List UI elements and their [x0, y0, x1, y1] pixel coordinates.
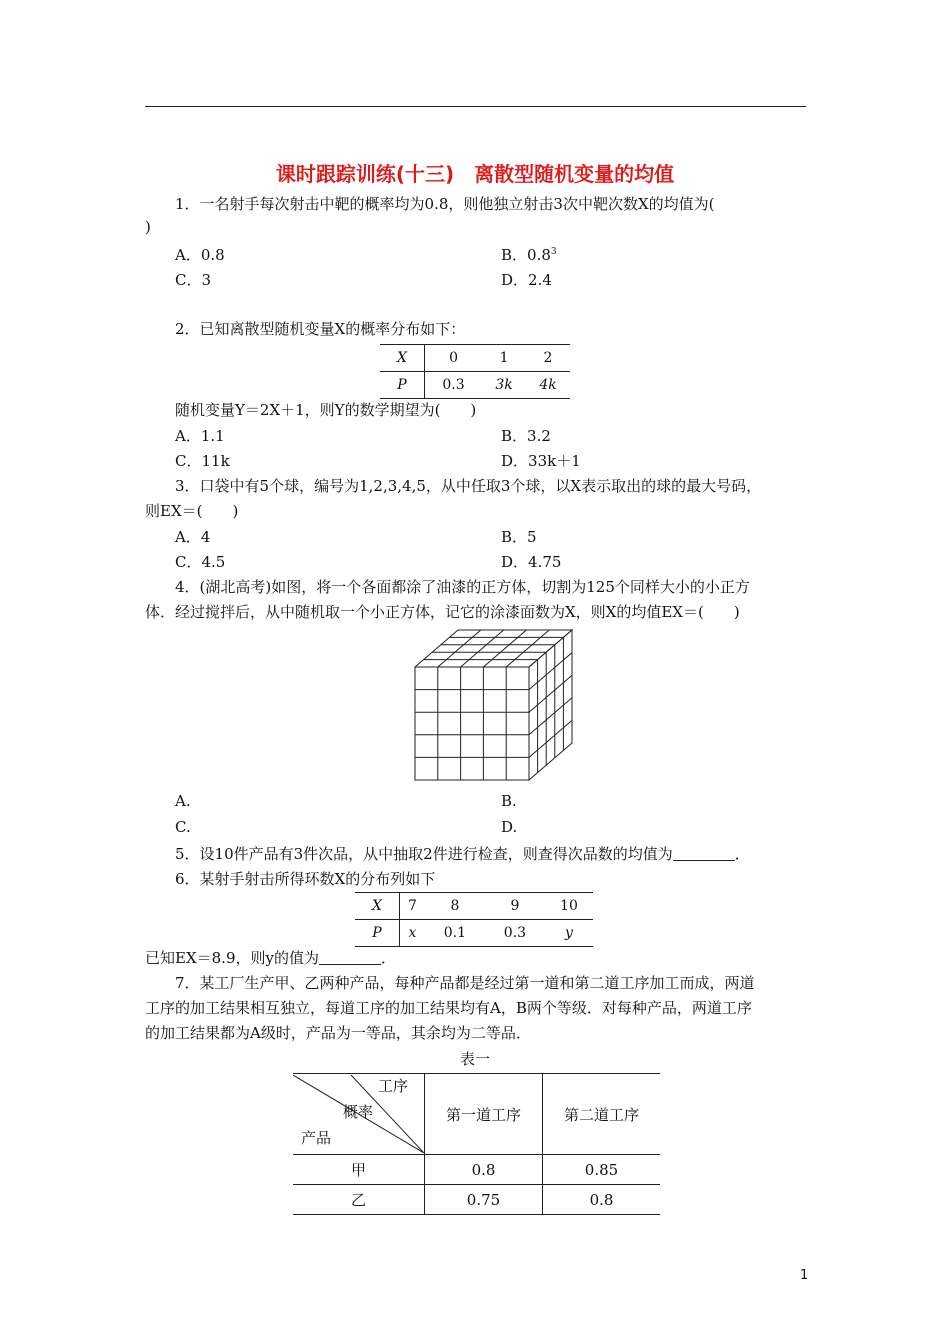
q3-option-d: D．4.75 [501, 553, 562, 571]
q1-option-b: B．$0.8^3$ [501, 246, 557, 264]
page-number: 1 [800, 1268, 809, 1283]
q7-line1: 7．某工厂生产甲、乙两种产品，每种产品都是经过第一道和第二道工序加工而成，两道 [175, 974, 755, 992]
q7-line2: 工序的加工结果相互独立，每道工序的加工结果均有A，B两个等级．对每种产品，两道工序 [145, 999, 752, 1017]
q6-table-cell: X [355, 893, 400, 920]
q2-table-cell: 3k [482, 372, 526, 399]
q3-stem: 3．口袋中有5个球，编号为1,2,3,4,5，从中任取3个球，以X表示取出的球的最大号码， [175, 477, 762, 495]
q6-table-cell: 7 [400, 893, 425, 920]
table-cell: 0.8 [543, 1185, 661, 1215]
q7-line3: 的加工结果都为A级时，产品为一等品，其余均为二等品． [145, 1024, 531, 1042]
q6-table-cell: 10 [545, 893, 593, 920]
q4-stem-cont: 体．经过搅拌后，从中随机取一个小正方体，记它的涂漆面数为X，则X的均值EX＝( ) [145, 603, 740, 621]
q6-table-cell: 9 [485, 893, 545, 920]
q1-option-d: D．2.4 [501, 271, 552, 289]
q2-option-a: A．1.1 [175, 427, 225, 445]
corner-label-probability: 概率 [343, 1103, 374, 1121]
q4-option-b: B. [501, 792, 517, 810]
q4-stem: 4．(湖北高考)如图，将一个各面都涂了油漆的正方体，切割为125个同样大小的小正方 [175, 578, 750, 596]
cube-figure [410, 625, 575, 785]
q6-table-cell: 0.1 [425, 920, 485, 947]
q7-probability-table [293, 1073, 660, 1215]
q6-table-cell: 8 [425, 893, 485, 920]
q1-option-c: C．3 [175, 271, 212, 289]
q2-stem: 2．已知离散型随机变量X的概率分布如下： [175, 320, 466, 338]
answer-blank[interactable] [319, 950, 381, 965]
q2-distribution-table [380, 344, 570, 399]
q4-option-c: C. [175, 818, 191, 836]
q3-option-b: B．5 [501, 528, 537, 546]
q2-option-c: C．11k [175, 452, 230, 470]
table-caption: 表一 [460, 1050, 491, 1068]
q2-table-cell: X [380, 345, 425, 372]
q1-stem-cont: ) [145, 218, 151, 236]
row-header: 甲 [293, 1155, 425, 1185]
q6-table-cell: 0.3 [485, 920, 545, 947]
row-header: 乙 [293, 1185, 425, 1215]
q2-table-cell: P [380, 372, 425, 399]
page-title: 课时跟踪训练(十三) 离散型随机变量的均值 [275, 162, 675, 186]
q3-option-c: C．4.5 [175, 553, 226, 571]
q6-distribution-table [355, 892, 593, 947]
q2-table-cell: 0 [425, 345, 483, 372]
q2-table-cell: 1 [482, 345, 526, 372]
q2-table-cell: 2 [526, 345, 570, 372]
q6-stem: 6．某射手射击所得环数X的分布列如下 [175, 870, 436, 888]
column-header: 第二道工序 [543, 1074, 661, 1155]
corner-label-product: 产品 [301, 1129, 332, 1147]
corner-label-process: 工序 [378, 1077, 409, 1095]
q6-table-cell: P [355, 920, 400, 947]
table-cell: 0.85 [543, 1155, 661, 1185]
q1-option-a: A．0.8 [175, 246, 225, 264]
diagonal-header-cell [293, 1074, 425, 1155]
q4-option-a: A. [175, 792, 191, 810]
q3-option-a: A．4 [175, 528, 211, 546]
q2-follow: 随机变量Y＝2X＋1，则Y的数学期望为( ) [175, 401, 477, 419]
q1-stem: 1．一名射手每次射击中靶的概率均为0.8，则他独立射击3次中靶次数X的均值为( [175, 195, 715, 213]
column-header: 第一道工序 [425, 1074, 543, 1155]
answer-blank[interactable] [673, 846, 735, 861]
q6-table-cell: y [545, 920, 593, 947]
q2-option-d: D．33k＋1 [501, 452, 581, 470]
q6-follow: 已知EX＝8.9，则y的值为 ． [145, 949, 396, 967]
q2-table-cell: 0.3 [425, 372, 483, 399]
q3-stem-cont: 则EX＝( ) [145, 502, 239, 520]
q6-table-cell: x [400, 920, 425, 947]
header-rule [145, 106, 806, 107]
table-cell: 0.8 [425, 1155, 543, 1185]
table-cell: 0.75 [425, 1185, 543, 1215]
q2-option-b: B．3.2 [501, 427, 551, 445]
q4-option-d: D. [501, 818, 518, 836]
q2-table-cell: 4k [526, 372, 570, 399]
q5-stem: 5．设10件产品有3件次品，从中抽取2件进行检查，则查得次品数的均值为 ． [175, 845, 750, 863]
